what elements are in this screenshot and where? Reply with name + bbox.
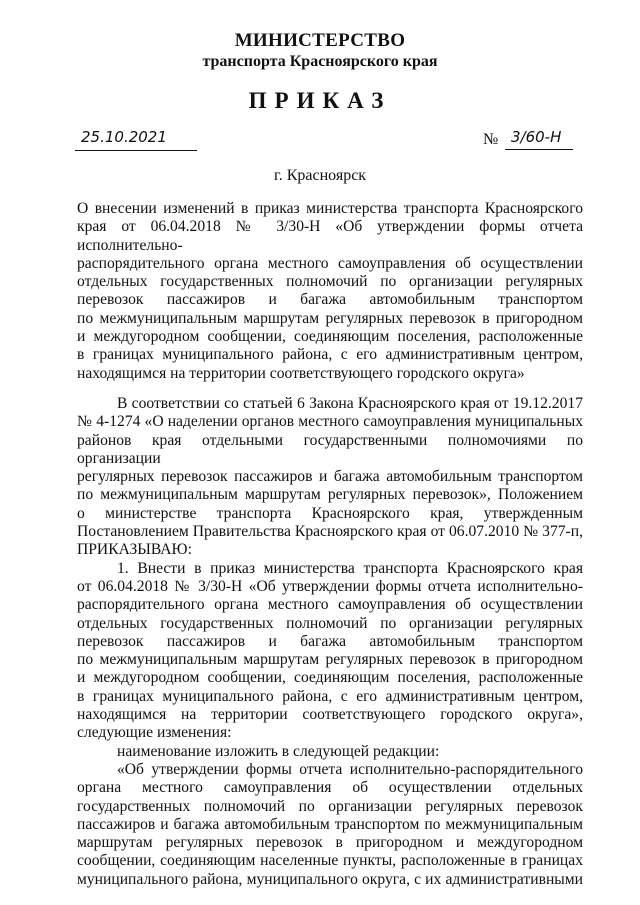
body-line: ПРИКАЗЫВАЮ:	[77, 541, 192, 559]
body-line: от 06.04.2018 № 3/30-Н «Об утверждении формы отчета исполнительно-	[77, 577, 583, 595]
subject-line: распорядительного органа местного самоуправления об осуществлении	[77, 254, 583, 272]
ministry-heading: МИНИСТЕРСТВО	[234, 30, 406, 51]
body-line: наименование изложить в следующей редакции:	[117, 742, 440, 760]
body-line: 1. Внести в приказ министерства транспорта Красноярского края	[117, 559, 583, 577]
subject-line: перевозок пассажиров и багажа автомобильным транспортом	[77, 291, 583, 309]
body-line: следующие изменения:	[77, 724, 232, 742]
subject-line: О внесении изменений в приказ министерства транспорта Красноярского	[77, 200, 583, 217]
order-number-field	[483, 128, 573, 150]
body-line: «Об утверждении формы отчета исполнительно-распорядительного	[117, 760, 583, 778]
subject-line: в границах муниципального района, с его административным центром,	[77, 346, 583, 364]
body-line: и междугородном сообщении, соединяющим поселения, расположенные	[77, 669, 583, 687]
document-type-title: ПРИКАЗ	[248, 88, 392, 113]
body-line: отдельных государственных полномочий по организации регулярных	[77, 614, 583, 632]
body-line: В соответствии со статьей 6 Закона Красноярского края от 19.12.2017	[117, 395, 583, 412]
ministry-subheading: транспорта Красноярского края	[202, 53, 438, 70]
number-underline	[505, 149, 573, 150]
body-line: о министерстве транспорта Красноярского края, утвержденным	[77, 504, 583, 522]
body-line: маршрутам регулярных перевозок в пригородном и междугородном	[77, 834, 583, 852]
city-name: г. Красноярск	[273, 167, 367, 184]
body-line: регулярных перевозок пассажиров и багажа автомобильным транспортом	[77, 468, 583, 486]
body-line: сообщении, соединяющим населенные пункты, расположенные в границах	[77, 852, 583, 870]
subject-line: края от 06.04.2018 № 3/30-Н «Об утверждении формы отчета исполнительно-	[77, 218, 583, 254]
body-line: Постановлением Правительства Красноярского края от 06.07.2010 № 377-п,	[77, 523, 583, 541]
body-line: по межмуниципальным маршрутам регулярных перевозок», Положением	[77, 486, 583, 504]
body-line: в границах муниципального района, с его административным центром,	[77, 687, 583, 705]
body-line: распорядительного органа местного самоуправления об осуществлении	[77, 596, 583, 614]
body-line: органа местного самоуправления об осуществлении отдельных	[77, 779, 583, 797]
body-line: № 4-1274 «О наделении органов местного самоуправления муниципальных	[77, 413, 583, 431]
number-sign: №	[483, 131, 499, 148]
body-line: муниципального района, муниципального округа, с их административными	[77, 870, 583, 888]
body-line: находящимся на территории соответствующего городского округа»,	[77, 706, 583, 724]
order-number: 3/60-Н	[511, 128, 562, 146]
body-line: по межмуниципальным маршрутам регулярных перевозок в пригородном	[77, 651, 583, 669]
subject-paragraph	[77, 200, 583, 383]
subject-line: находящимся на территории соответствующего городского округа»	[77, 364, 525, 382]
body-line: районов края отдельными государственными полномочиями по организации	[77, 431, 583, 467]
order-body	[77, 395, 583, 889]
order-date: 25.10.2021	[81, 128, 167, 146]
body-line: государственных полномочий по организации регулярных перевозок	[77, 797, 583, 815]
order-date-field	[75, 128, 197, 151]
subject-line: отдельных государственных полномочий по организации регулярных	[77, 273, 583, 291]
body-line: перевозок пассажиров и багажа автомобильным транспортом	[77, 632, 583, 650]
subject-line: по межмуниципальным маршрутам регулярных перевозок в пригородном	[77, 309, 583, 327]
body-line: пассажиров и багажа автомобильным транспортом по межмуниципальным	[77, 815, 583, 833]
subject-line: и междугородном сообщении, соединяющим поселения, расположенные	[77, 328, 583, 346]
